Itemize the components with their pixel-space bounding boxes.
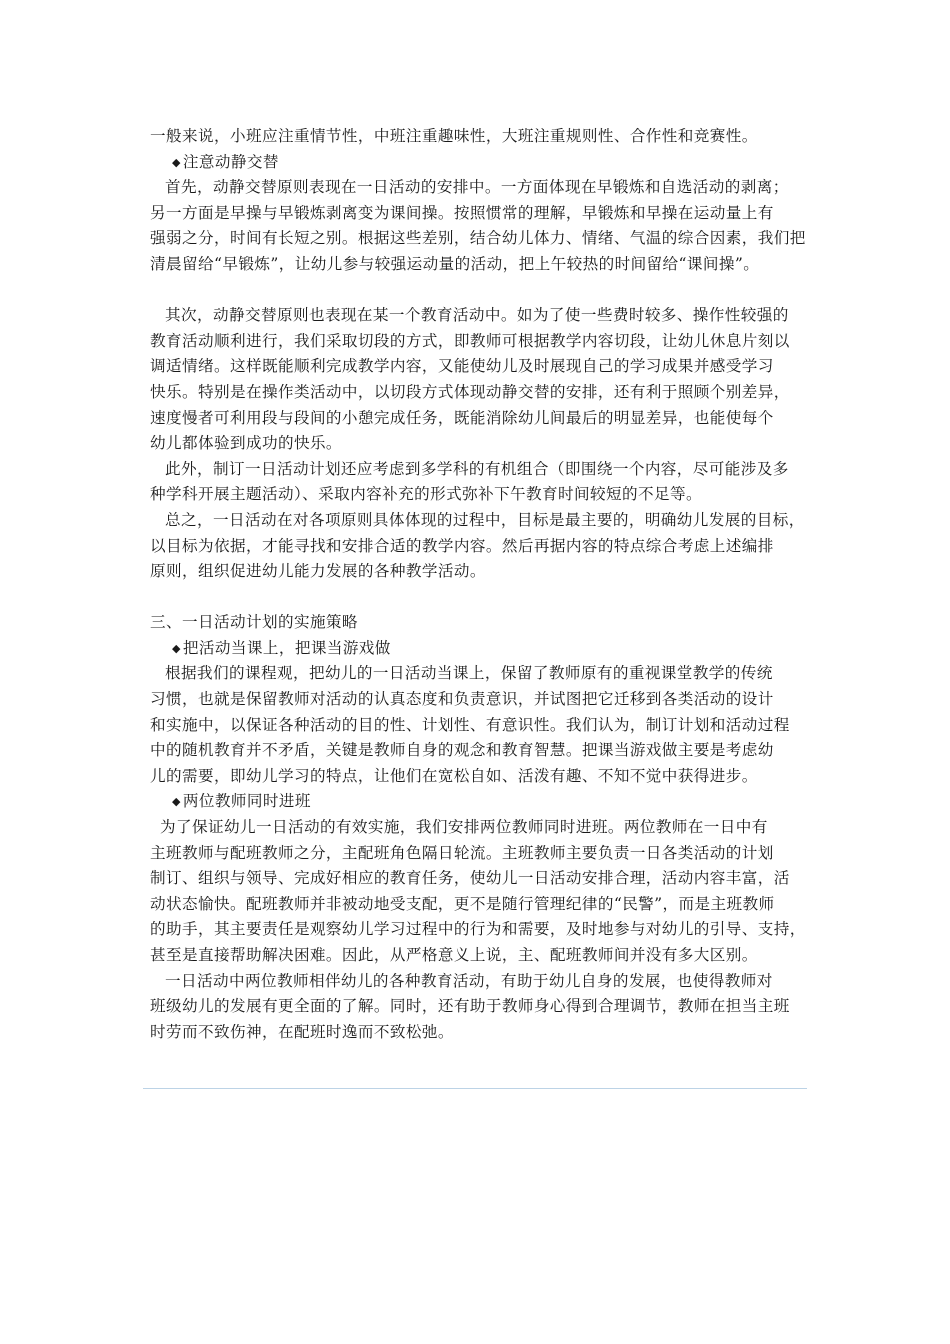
text-line: 三、一日活动计划的实施策略 <box>150 613 358 632</box>
text-line: 教育活动顺利进行，我们采取切段的方式，即教师可根据教学内容切段，让幼儿休息片刻以 <box>150 331 790 350</box>
text-line: 班级幼儿的发展有更全面的了解。同时，还有助于教师身心得到合理调节，教师在担当主班 <box>150 997 790 1016</box>
text-line: 另一方面是早操与早锻炼剥离变为课间操。按照惯常的理解，早锻炼和早操在运动量上有 <box>150 203 774 222</box>
text-line: 清晨留给“早锻炼”，让幼儿参与较强运动量的活动，把上午较热的时间留给“课间操”。 <box>150 254 760 273</box>
text-line: 其次，动静交替原则也表现在某一个教育活动中。如为了使一些费时较多、操作性较强的 <box>165 306 789 325</box>
text-line: 的助手，其主要责任是观察幼儿学习过程中的行为和需要，及时地参与对幼儿的引导、支持， <box>150 920 806 939</box>
text-line: 快乐。特别是在操作类活动中，以切段方式体现动静交替的安排，还有利于照顾个别差异， <box>150 382 790 401</box>
diamond-bullet-icon: ◆ <box>172 641 181 655</box>
text-line: 制订、组织与领导、完成好相应的教育任务，使幼儿一日活动安排合理，活动内容丰富，活 <box>150 869 790 888</box>
text-line: 种学科开展主题活动）、采取内容补充的形式弥补下午教育时间较短的不足等。 <box>150 485 702 504</box>
text-line: 中的随机教育并不矛盾，关键是教师自身的观念和教育智慧。把课当游戏做主要是考虑幼 <box>150 741 774 760</box>
diamond-bullet-icon: ◆ <box>172 155 181 169</box>
text-line: 此外，制订一日活动计划还应考虑到多学科的有机组合（即围绕一个内容，尽可能涉及多 <box>165 459 789 478</box>
text-line: 首先，动静交替原则表现在一日活动的安排中。一方面体现在早锻炼和自选活动的剥离； <box>165 178 789 197</box>
bullet-heading-text: 注意动静交替 <box>182 152 279 171</box>
bullet-heading <box>150 636 806 662</box>
text-line: 主班教师与配班教师之分，主配班角色隔日轮流。主班教师主要负责一日各类活动的计划 <box>150 843 774 862</box>
text-line: 甚至是直接帮助解决困难。因此，从严格意义上说，主、配班教师间并没有多大区别。 <box>150 946 758 964</box>
text-line: 原则，组织促进幼儿能力发展的各种教学活动。 <box>150 562 486 581</box>
blank-line <box>150 278 806 304</box>
text-line: 强弱之分，时间有长短之别。根据这些差别，结合幼儿体力、情绪、气温的综合因素，我们把 <box>150 229 806 248</box>
text-line: 儿的需要，即幼儿学习的特点，让他们在宽松自如、活泼有趣、不知不觉中获得进步。 <box>150 766 758 785</box>
blank-line <box>150 585 806 611</box>
text-line: 总之，一日活动在对各项原则具体体现的过程中，目标是最主要的，明确幼儿发展的目标， <box>165 510 805 529</box>
bullet-heading-text: 把活动当课上，把课当游戏做 <box>182 638 391 657</box>
text-line: 调适情绪。这样既能顺利完成教学内容，又能使幼儿及时展现自己的学习成果并感受学习 <box>150 357 774 376</box>
text-line: 动状态愉快。配班教师并非被动地受支配，更不是随行管理纪律的“民警”，而是主班教师 <box>150 894 775 913</box>
text-line: 幼儿都体验到成功的快乐。 <box>150 434 342 453</box>
text-line: 为了保证幼儿一日活动的有效实施，我们安排两位教师同时进班。两位教师在一日中有 <box>160 818 768 837</box>
bullet-heading <box>150 150 806 176</box>
bullet-heading-text: 两位教师同时进班 <box>182 792 311 811</box>
text-line: 以目标为依据，才能寻找和安排合适的教学内容。然后再据内容的特点综合考虑上述编排 <box>150 536 774 555</box>
footer-divider <box>143 1088 807 1089</box>
text-line: 一日活动中两位教师相伴幼儿的各种教育活动，有助于幼儿自身的发展，也使得教师对 <box>165 971 773 990</box>
document-body <box>150 124 806 1045</box>
diamond-bullet-icon: ◆ <box>172 795 181 809</box>
text-line: 时劳而不致伤神，在配班时逸而不致松弛。 <box>150 1022 454 1041</box>
text-line: 速度慢者可利用段与段间的小憩完成任务，既能消除幼儿间最后的明显差异，也能使每个 <box>150 408 774 427</box>
text-line: 一般来说，小班应注重情节性，中班注重趣味性，大班注重规则性、合作性和竞赛性。 <box>150 127 758 145</box>
text-line: 习惯，也就是保留教师对活动的认真态度和负责意识，并试图把它迁移到各类活动的设计 <box>150 690 774 709</box>
text-line: 根据我们的课程观，把幼儿的一日活动当课上，保留了教师原有的重视课堂教学的传统 <box>165 664 773 683</box>
text-line: 和实施中，以保证各种活动的目的性、计划性、有意识性。我们认为，制订计划和活动过程 <box>150 715 790 734</box>
bullet-heading <box>150 789 806 815</box>
